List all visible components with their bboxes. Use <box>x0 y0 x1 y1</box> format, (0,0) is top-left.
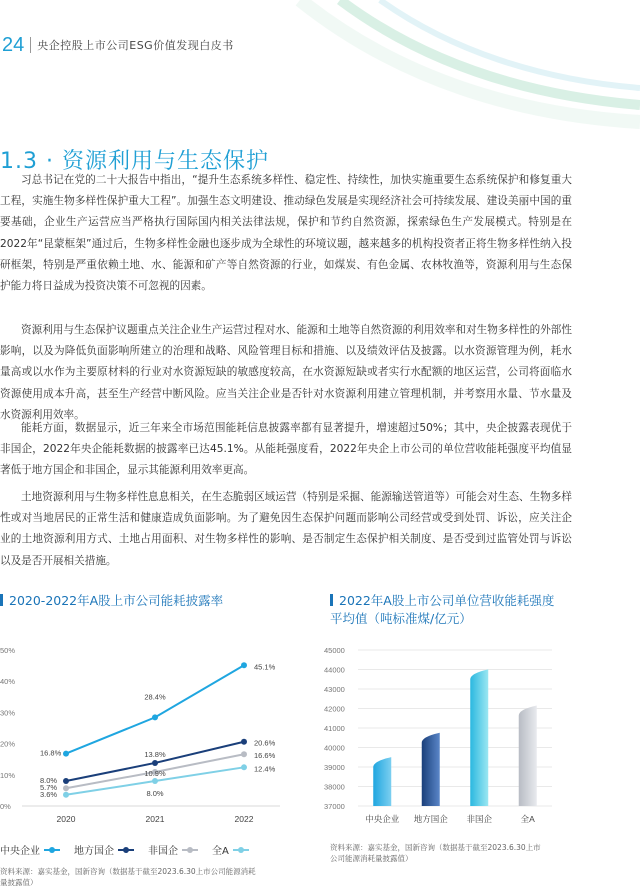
data-label: 10.9% <box>144 768 166 778</box>
bar <box>519 705 537 806</box>
data-point <box>241 662 247 668</box>
decorative-swoosh <box>0 0 640 140</box>
x-tick-label: 2021 <box>145 814 165 824</box>
y-tick-label: 37000 <box>324 802 345 811</box>
legend-swatch <box>44 849 60 851</box>
legend-swatch <box>233 849 249 851</box>
paragraph-4: 土地资源利用与生物多样性息息相关，在生态脆弱区域运营（特别是采掘、能源输送管道等）可能会对生态、生物多样性或对当地居民的正常生活和健康造成负面影响。为了避免因生态保护问题而影响公司经营或受到处罚、诉讼，应关注企业的土地资源利用方式、土地占用面积、对生物多样性的影响、是否制定生态保护相关制度、是否受到过监管处罚与诉讼以及是否开展相关措施。 <box>0 491 572 567</box>
y-tick-label: 42000 <box>324 704 345 714</box>
y-tick-label: 45000 <box>324 646 345 655</box>
title-accent-bar <box>330 594 333 606</box>
page-number: 24 <box>2 33 25 56</box>
data-label: 13.8% <box>144 749 166 759</box>
y-tick-label: 39000 <box>324 763 345 772</box>
data-label: 5.7% <box>40 783 58 793</box>
y-tick-label: 40000 <box>324 743 345 753</box>
y-tick-label: 40% <box>0 677 16 687</box>
y-tick-label: 38000 <box>324 782 345 792</box>
data-label: 20.6% <box>254 738 276 748</box>
x-tick-label: 中央企业 <box>365 814 400 824</box>
line-chart-source: 资料来源：嘉实基金，国新咨询（数据基于截至2023.6.30上市公司能源消耗量披露值） <box>0 867 256 887</box>
legend-swatch <box>182 849 198 851</box>
data-label: 45.1% <box>254 662 276 672</box>
data-label: 12.4% <box>254 764 276 774</box>
y-tick-label: 0% <box>0 802 11 811</box>
paragraph-1: 习总书记在党的二十大报告中指出，“提升生态系统多样性、稳定性、持续性，加快实施重要生态系统保护和修复重大工程，实施生物多样性保护重大工程”。加强生态文明建设、推动绿色发展是实现经济社会可持续发展、建设美丽中国的重要基础，企业生产运营应当严格执行国际国内相关法律法规，保护和节约自然资源，探索绿色生产发展模式。特别是在2022年“昆蒙框架”通过后，生物多样性金融也逐步成为全球性的环境议题，越来越多的机构投资者正将生物多样性纳入投研框架，特别是严重依赖土地、水、能源和矿产等自然资源的行业，如煤炭、有色金属、农林牧渔等，资源利用与生态保护能力将日益成为投资决策不可忽视的因素。 <box>0 174 572 293</box>
legend-swatch <box>118 849 134 851</box>
series-line <box>66 665 244 753</box>
legend-item-non-soe: 非国企 <box>148 842 198 857</box>
legend-item-local-soe: 地方国企 <box>74 842 134 857</box>
y-tick-label: 41000 <box>324 724 345 733</box>
data-label: 3.6% <box>40 789 58 799</box>
data-label: 8.0% <box>146 789 164 799</box>
bar <box>470 669 488 806</box>
y-tick-label: 30% <box>0 708 16 718</box>
data-label: 28.4% <box>144 692 166 702</box>
x-tick-label: 2022 <box>234 814 254 824</box>
x-tick-label: 地方国企 <box>413 814 448 824</box>
data-point <box>152 778 158 784</box>
x-tick-label: 非国企 <box>466 814 493 824</box>
line-chart-legend <box>0 842 249 857</box>
paragraph-3: 能耗方面，数据显示，近三年来全市场范围能耗信息披露率都有显著提升，增速超过50%；其中，央企披露表现优于非国企，2022年央企能耗数据的披露率已达45.1%。从能耗强度看，2022年央企上市公司的单位营收能耗强度平均值显著低于地方国企和非国企，显示其能源利用效率更高。 <box>0 422 572 477</box>
header-divider <box>30 37 31 53</box>
legend-item-all-a: 全A <box>212 842 249 857</box>
y-tick-label: 10% <box>0 770 16 780</box>
page-header <box>0 34 234 56</box>
data-label: 16.6% <box>254 751 276 761</box>
y-tick-label: 43000 <box>324 685 345 694</box>
data-point <box>241 739 247 745</box>
data-label: 16.8% <box>40 748 62 758</box>
line-chart <box>0 638 290 834</box>
bar-chart <box>320 638 560 834</box>
bar <box>373 757 391 806</box>
data-point <box>241 764 247 770</box>
data-point <box>152 760 158 766</box>
paragraph-2: 资源利用与生态保护议题重点关注企业生产运营过程对水、能源和土地等自然资源的利用效率和对生物多样性的外部性影响，以及为降低负面影响所建立的治理和战略、风险管理目标和措施、以及绩效评估及披露。以水资源管理为例，耗水量高或以水作为主要原材料的行业对水资源短缺的敏感度较高，在水资源短缺或者实行水配额的地区运营，公司将面临水资源使用成本升高，甚至生产经营中断风险。应当关注企业是否针对水资源利用建立管理机制，并考察用水量、节水量及水资源利用效率。 <box>0 324 572 421</box>
y-tick-label: 44000 <box>324 665 345 675</box>
document-title: 央企控股上市公司ESG价值发现白皮书 <box>37 39 234 52</box>
data-point <box>152 714 158 720</box>
bar <box>422 733 440 806</box>
line-chart-title: 2020-2022年A股上市公司能耗披露率 <box>0 592 223 610</box>
x-tick-label: 全A <box>520 814 535 824</box>
data-point <box>63 792 69 798</box>
legend-item-central-soe: 中央企业 <box>0 842 60 857</box>
data-point <box>63 778 69 784</box>
x-tick-label: 2020 <box>56 814 76 824</box>
data-point <box>63 751 69 757</box>
bar-chart-source: 资料来源：嘉实基金，国新咨询（数据基于截至2023.6.30上市公司能源消耗量披露值） <box>330 843 541 863</box>
y-tick-label: 20% <box>0 739 16 749</box>
data-point <box>241 751 247 757</box>
section-title: 1.3 · 资源利用与生态保护 <box>0 149 269 174</box>
data-label: 8.0% <box>40 776 58 786</box>
bar-chart-title: 2022年A股上市公司单位营收能耗强度平均值（吨标准煤/亿元） <box>330 593 555 626</box>
y-tick-label: 50% <box>0 646 16 655</box>
data-point <box>63 785 69 791</box>
title-accent-bar <box>0 594 3 606</box>
